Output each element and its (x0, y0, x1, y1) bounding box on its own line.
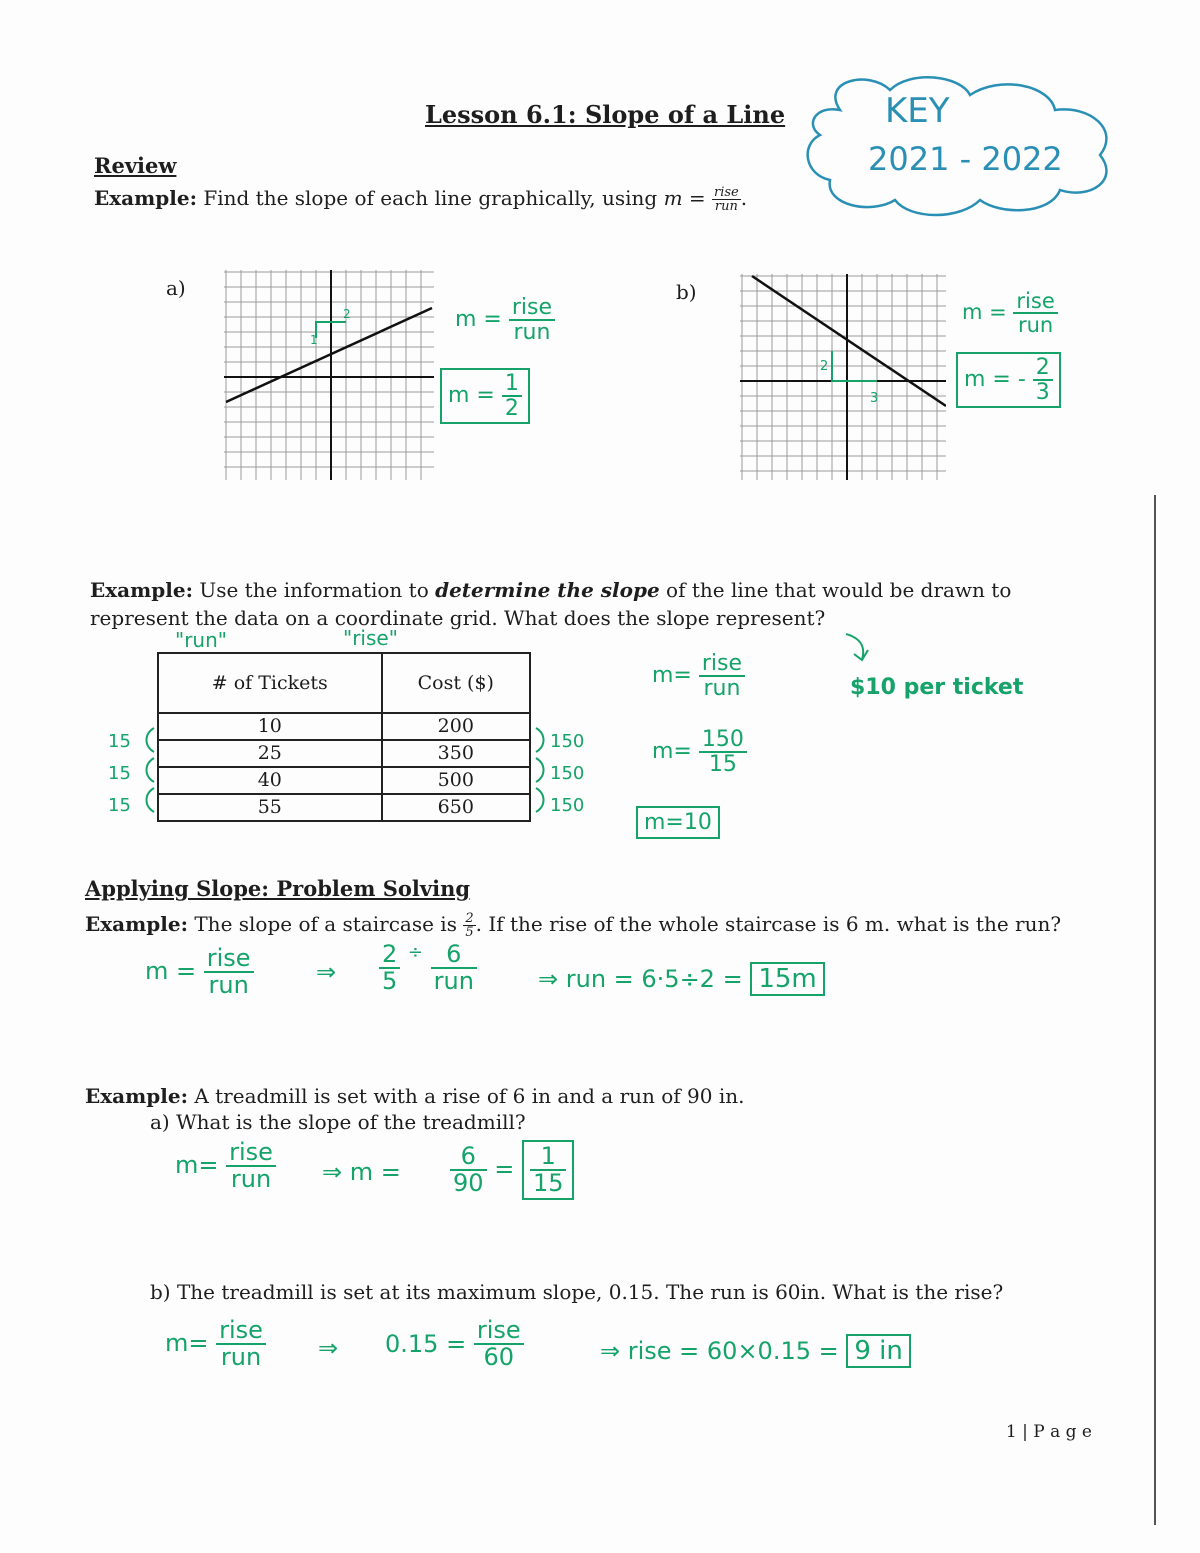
treadmill-b-work-1: m= $\frac{\text{rise}}{\text{run}}$ (165, 1318, 266, 1370)
right-diff: 150 (550, 731, 585, 752)
review-example: Example: Find the slope of each line graphically, using m = $\frac{\text{rise}}{\text{run}}$ . (94, 185, 748, 214)
table-row: 55 650 (158, 794, 530, 821)
run-note: "run" (175, 628, 227, 652)
left-diff: 15 (108, 763, 131, 784)
treadmill-a-work-2: ⇒ m = (322, 1158, 401, 1186)
slope-meaning: $10 per ticket (850, 675, 1024, 700)
table-row: 10 200 (158, 713, 530, 740)
treadmill-a-answer: $\frac{1}{15}$ (522, 1140, 575, 1200)
graph-a-grid (224, 270, 434, 480)
arrow-down-icon (842, 632, 872, 664)
table-row: 40 500 (158, 767, 530, 794)
graph-b-answer: m = - $\frac{2}{3}$ (956, 352, 1061, 408)
treadmill-b-arrow: ⇒ (318, 1334, 339, 1362)
treadmill-b-work-2: 0.15 = $\frac{\text{rise}}{60}$ (385, 1318, 524, 1370)
staircase-proportion: $\frac{2}{5}$ ÷ $\frac{6}{\text{run}}$ (379, 942, 477, 994)
formula-lhs: m = (663, 186, 706, 210)
table-answer: m=10 (636, 806, 720, 839)
graph-b (740, 274, 946, 480)
graph-a-note: m = $\frac{\text{rise}}{\text{run}}$ (455, 296, 555, 344)
page-number: 1 | P a g e (1005, 1422, 1092, 1442)
example-label: Example: (94, 186, 197, 210)
staircase-answer: 15m (750, 962, 824, 996)
graph-b-line (752, 276, 946, 406)
scan-edge-divider (1154, 495, 1156, 1525)
graph-a (224, 270, 434, 480)
staircase-work-1: m = $\frac{\text{rise}}{\text{run}}$ (145, 946, 254, 998)
staircase-question: Example: The slope of a staircase is $\frac{2}{5}$ . If the rise of the whole staircase is 6 m. what is the run? (85, 911, 1062, 940)
staircase-result: ⇒ run = 6·5÷2 = 15m (538, 962, 825, 996)
column-header-cost: Cost ($) (382, 653, 530, 713)
graph-b-grid (740, 274, 946, 480)
left-bracket-icons (140, 724, 160, 824)
table-example-line1: Example: Use the information to determine the slope of the line that would be drawn to (90, 578, 1012, 602)
right-bracket-icons (532, 724, 552, 824)
graph-a-label: a) (166, 276, 186, 300)
right-diff: 150 (550, 763, 585, 784)
left-diff: 15 (108, 731, 131, 752)
graph-a-run-mark: 2 (343, 307, 351, 321)
key-text: KEY (885, 91, 950, 131)
left-diff: 15 (108, 795, 131, 816)
review-heading: Review (94, 153, 177, 178)
treadmill-question: Example: A treadmill is set with a rise of 6 in and a run of 90 in. (85, 1084, 745, 1108)
graph-a-rise-mark: 1 (310, 333, 318, 347)
graph-b-note: m = $\frac{\text{rise}}{\text{run}}$ (962, 290, 1058, 336)
applying-heading: Applying Slope: Problem Solving (85, 876, 471, 901)
key-stamp (800, 70, 1140, 220)
table-example-line2: represent the data on a coordinate grid. What does the slope represent? (90, 606, 826, 630)
right-diff: 150 (550, 795, 585, 816)
staircase-arrow: ⇒ (316, 958, 337, 986)
treadmill-part-b: b) The treadmill is set at its maximum slope, 0.15. The run is 60in. What is the rise? (150, 1280, 1004, 1304)
graph-b-run-mark: 3 (870, 391, 879, 406)
treadmill-b-result: ⇒ rise = 60×0.15 = 9 in (600, 1334, 911, 1368)
treadmill-a-work-3: $\frac{6}{90}$ = $\frac{1}{15}$ (450, 1140, 574, 1200)
tickets-cost-table (157, 652, 531, 822)
formula-fraction: $\frac{\text{rise}}{\text{run}}$ (714, 185, 739, 214)
key-year: 2021 - 2022 (868, 140, 1063, 178)
graph-a-answer: m = $\frac{1}{2}$ (440, 368, 530, 424)
page-title: Lesson 6.1: Slope of a Line (425, 100, 786, 129)
graph-b-rise-mark: 2 (820, 359, 829, 374)
rise-note: "rise" (343, 626, 398, 650)
graph-b-label: b) (676, 280, 697, 304)
column-header-tickets: # of Tickets (158, 653, 382, 713)
table-row: 25 350 (158, 740, 530, 767)
treadmill-part-a: a) What is the slope of the treadmill? (150, 1110, 526, 1134)
treadmill-b-answer: 9 in (846, 1334, 911, 1368)
example-text: Find the slope of each line graphically, using (203, 186, 658, 210)
treadmill-a-work-1: m= $\frac{\text{rise}}{\text{run}}$ (175, 1140, 276, 1192)
table-work-1: m= $\frac{\text{rise}}{\text{run}}$ (652, 652, 745, 700)
table-work-2: m= $\frac{150}{15}$ (652, 728, 747, 776)
